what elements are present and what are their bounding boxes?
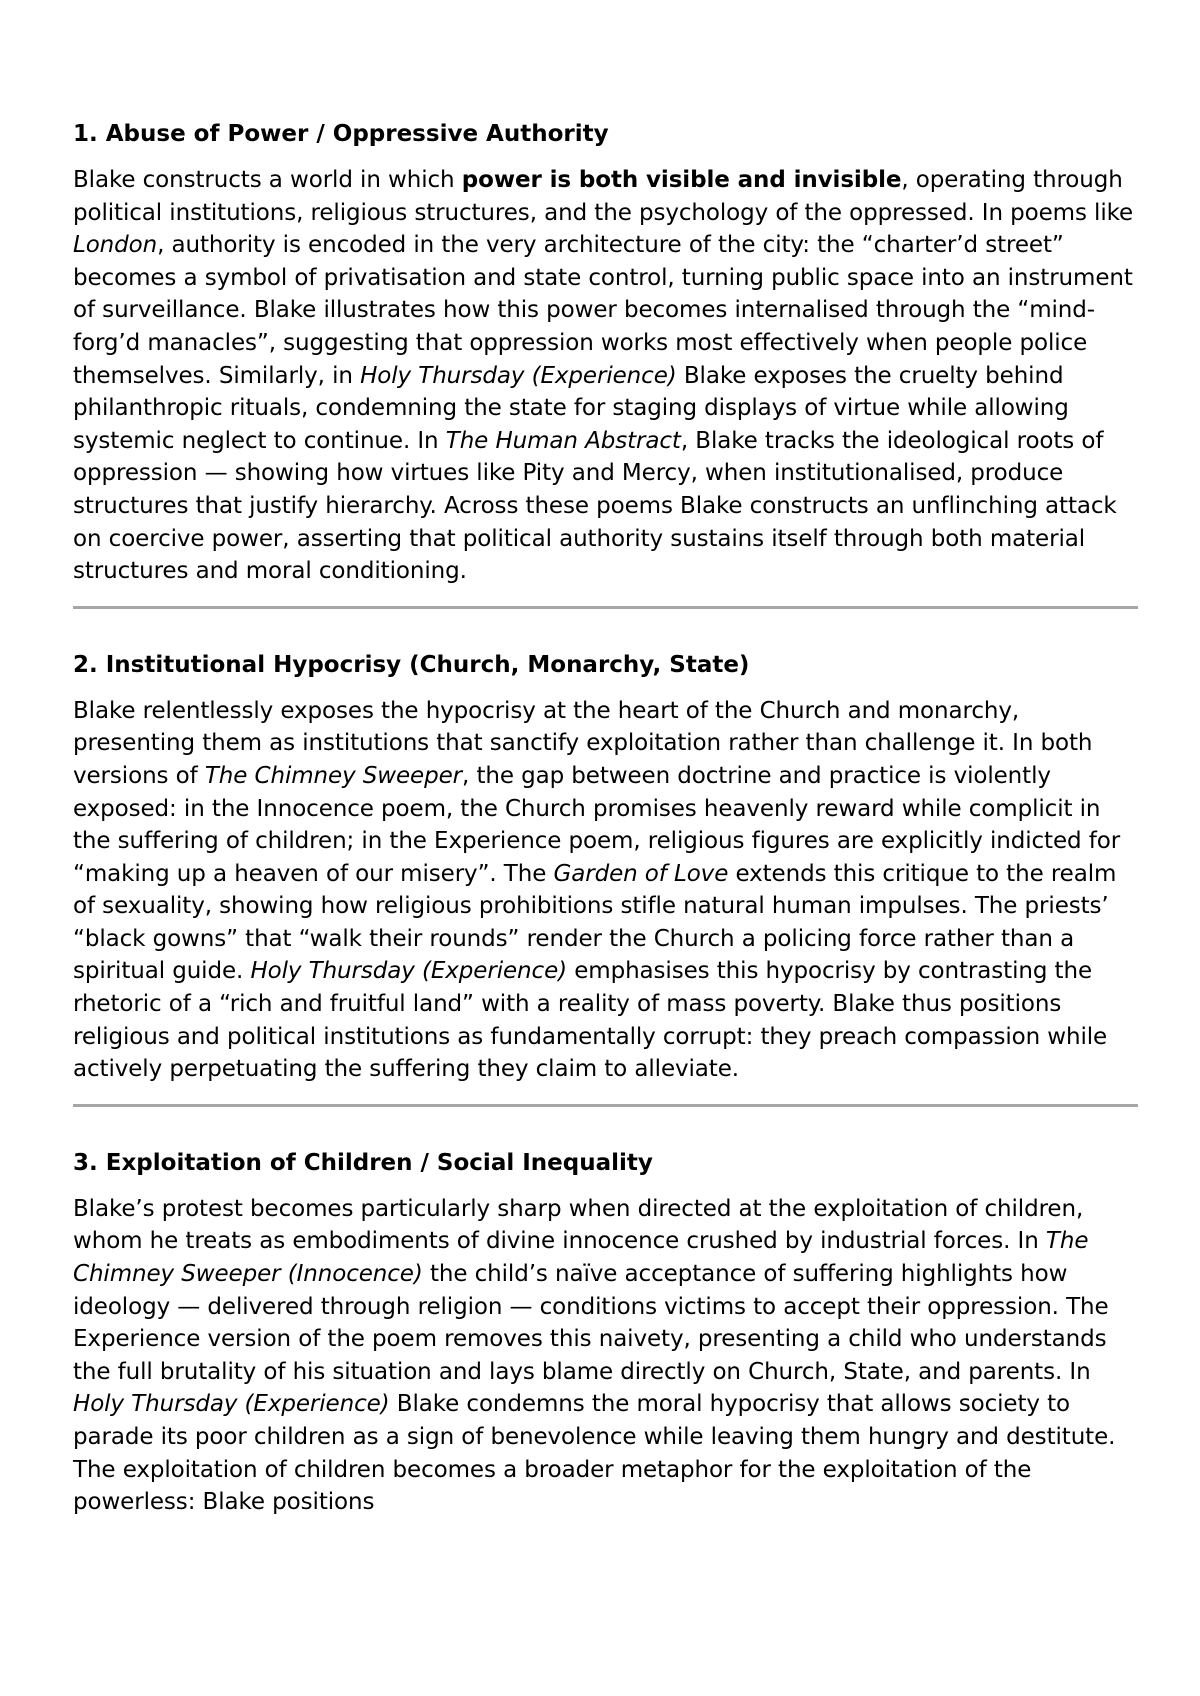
- section-exploitation-of-children: [73, 1147, 1138, 1519]
- section-institutional-hypocrisy: [73, 649, 1138, 1086]
- poem-title: London: [73, 232, 158, 259]
- text-run: Blake constructs a world in which: [73, 167, 462, 193]
- section-heading: 1. Abuse of Power / Oppressive Authority: [73, 121, 609, 147]
- poem-title: The Chimney Sweeper: [204, 762, 463, 789]
- poem-title: The Chimney Sweeper (Innocence): [73, 1228, 1089, 1288]
- document-page: [73, 118, 1138, 1519]
- section-heading: 3. Exploitation of Children / Social Inequality: [73, 1149, 653, 1176]
- section-abuse-of-power: [73, 118, 1138, 588]
- section-heading: 2. Institutional Hypocrisy (Church, Monarchy, State): [73, 651, 750, 678]
- bold-text-run: power is both visible and invisible: [461, 167, 902, 193]
- section-paragraph: [73, 695, 1138, 1086]
- text-run: , authority is encoded in the very architecture of the city: the “charter’d street” becomes a symbol of privatisation and state control, turning public space into an instrument of surveillance. Blake illustrates how this power becomes internalised through the “mind-forg’d manacles”, suggesting that oppression works most effectively when people police themselves. Similarly, in: [73, 232, 1133, 389]
- poem-title: Holy Thursday (Experience): [360, 362, 677, 389]
- poem-title: Holy Thursday (Experience): [250, 958, 568, 985]
- text-run: , the gap between doctrine and practice is violently exposed: in the Innocence poem, the Church promises heavenly reward while complicit in the suffering of children; in the Experience poem, religious figures are explicitly indicted for “making up a heaven of our misery”. The: [73, 762, 1121, 887]
- section-paragraph: [73, 164, 1138, 588]
- poem-title: The Human Abstract: [445, 427, 681, 454]
- text-run: extends this critique to the realm of sexuality, showing how religious prohibitions stifle natural human impulses. The priests’ “black gowns” that “walk their rounds” render the Church a policing force rather than a spiritual guide.: [73, 860, 1117, 985]
- poem-title: Holy Thursday (Experience): [73, 1391, 390, 1418]
- section-divider: [73, 1104, 1138, 1107]
- section-divider: [73, 606, 1138, 609]
- text-run: Blake exposes the cruelty behind philanthropic rituals, condemning the state for staging displays of virtue while allowing systemic neglect to continue. In: [73, 362, 1069, 454]
- text-run: emphasises this hypocrisy by contrasting the rhetoric of a “rich and fruitful land” with a reality of mass poverty. Blake thus positions religious and political institutions as fundamentally corrupt: they preach compassion while actively perpetuating the suffering they claim to alleviate.: [73, 958, 1108, 1083]
- text-run: Blake condemns the moral hypocrisy that allows society to parade its poor children as a sign of benevolence while leaving them hungry and destitute. The exploitation of children becomes a broader metaphor for the exploitation of the powerless: Blake positions: [73, 1391, 1116, 1516]
- text-run: Blake’s protest becomes particularly sharp when directed at the exploitation of children, whom he treats as embodiments of divine innocence crushed by industrial forces. In: [73, 1195, 1084, 1255]
- section-paragraph: [73, 1193, 1138, 1519]
- text-run: the child’s naïve acceptance of suffering highlights how ideology — delivered through religion — conditions victims to accept their oppression. The Experience version of the poem removes this naivety, presenting a child who understands the full brutality of his situation and lays blame directly on Church, State, and parents. In: [73, 1261, 1109, 1385]
- text-run: , Blake tracks the ideological roots of oppression — showing how virtues like Pity and Mercy, when institutionalised, produce structures that justify hierarchy. Across these poems Blake constructs an unflinching attack on coercive power, asserting that political authority sustains itself through both material structures and moral conditioning.: [73, 427, 1117, 585]
- text-run: , operating through political institutions, religious structures, and the psychology of the oppressed. In poems like: [73, 167, 1134, 226]
- poem-title: Garden of Love: [553, 860, 729, 887]
- text-run: Blake relentlessly exposes the hypocrisy at the heart of the Church and monarchy, presenting them as institutions that sanctify exploitation rather than challenge it. In both versions of: [73, 697, 1093, 789]
